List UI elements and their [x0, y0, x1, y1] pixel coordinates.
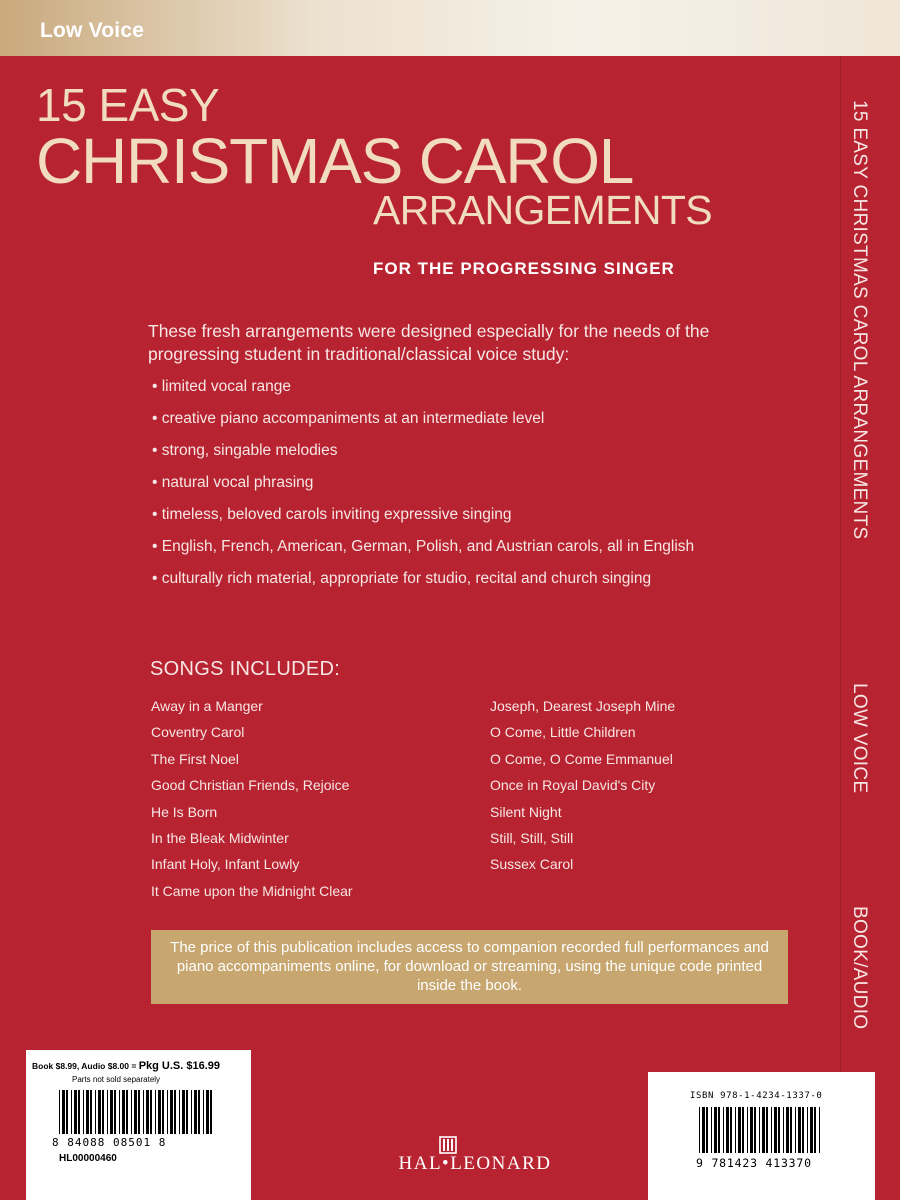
barcode-bar — [102, 1090, 104, 1134]
voice-label: Low Voice — [40, 19, 145, 42]
barcode-bar — [131, 1090, 132, 1134]
barcode-bar — [198, 1090, 200, 1134]
top-band — [0, 0, 900, 56]
barcode-bar — [191, 1090, 192, 1134]
barcode-bar — [186, 1090, 188, 1134]
barcode-bar — [90, 1090, 92, 1134]
barcode-bar — [122, 1090, 125, 1134]
barcode-bar — [786, 1107, 789, 1153]
barcode-bar — [766, 1107, 768, 1153]
barcode-bar — [59, 1090, 60, 1134]
barcode-bar — [718, 1107, 720, 1153]
barcode-bar — [754, 1107, 756, 1153]
barcode-bar — [78, 1090, 80, 1134]
isbn-label: ISBN 978-1-4234-1337-0 — [690, 1091, 823, 1101]
barcode-bar — [747, 1107, 748, 1153]
spine-divider — [840, 56, 841, 1200]
barcode-bar — [150, 1090, 152, 1134]
barcode-bar — [714, 1107, 717, 1153]
upc-digits: 8 84088 08501 8 — [52, 1136, 167, 1149]
barcode-bar — [798, 1107, 801, 1153]
spine-voice: LOW VOICE — [849, 683, 870, 794]
intro-text: These fresh arrangements were designed especially for the needs of the progressing student in traditional/classical voice study: — [148, 321, 710, 364]
barcode-bar — [783, 1107, 784, 1153]
barcode-bar — [723, 1107, 724, 1153]
isbn-digits: 9 781423 413370 — [696, 1156, 812, 1170]
barcode-bar — [62, 1090, 65, 1134]
barcode-bar — [114, 1090, 116, 1134]
barcode-bar — [810, 1107, 813, 1153]
song-item: Once in Royal David's City — [490, 777, 656, 794]
barcode-bar — [778, 1107, 780, 1153]
title-line-2: CHRISTMAS CAROL — [36, 125, 634, 197]
barcode-bar — [119, 1090, 120, 1134]
song-item: O Come, Little Children — [490, 724, 636, 741]
title-line-1: 15 EASY — [36, 79, 220, 131]
publisher-name: HAL•LEONARD — [398, 1153, 552, 1174]
barcode-bar — [206, 1090, 209, 1134]
barcode-bar — [179, 1090, 180, 1134]
barcode-bar — [110, 1090, 113, 1134]
audio-notice — [151, 930, 788, 1004]
barcode-bar — [138, 1090, 140, 1134]
barcode-bar — [702, 1107, 705, 1153]
barcode-bar — [759, 1107, 760, 1153]
isbn-barcode — [699, 1107, 824, 1155]
barcode-bar — [819, 1107, 820, 1153]
barcode-bar — [762, 1107, 765, 1153]
title-line-3: ARRANGEMENTS — [373, 187, 713, 233]
barcode-bar — [174, 1090, 176, 1134]
feature-item: • creative piano accompaniments at an intermediate level — [152, 410, 545, 427]
barcode-bar — [182, 1090, 185, 1134]
barcode-bar — [807, 1107, 808, 1153]
barcode-bar — [155, 1090, 156, 1134]
song-item: Coventry Carol — [151, 724, 245, 741]
barcode-bar — [95, 1090, 96, 1134]
price-line — [32, 1060, 220, 1072]
barcode-bar — [158, 1090, 161, 1134]
intro-paragraph — [148, 320, 738, 366]
song-item: Sussex Carol — [490, 856, 574, 873]
barcode-bar — [210, 1090, 212, 1134]
song-item: The First Noel — [151, 750, 239, 767]
barcode-bar — [735, 1107, 736, 1153]
barcode-bar — [66, 1090, 68, 1134]
barcode-bar — [143, 1090, 144, 1134]
songs-list-right — [490, 693, 675, 878]
song-item: It Came upon the Midnight Clear — [151, 882, 353, 899]
barcode-bar — [706, 1107, 708, 1153]
barcode-bar — [71, 1090, 72, 1134]
subtitle: FOR THE PROGRESSING SINGER — [373, 259, 675, 278]
barcode-bar — [750, 1107, 753, 1153]
song-item: Infant Holy, Infant Lowly — [151, 856, 300, 873]
barcode-bar — [774, 1107, 777, 1153]
barcode-bar — [146, 1090, 149, 1134]
barcode-bar — [771, 1107, 772, 1153]
barcode-bar — [711, 1107, 712, 1153]
barcode-bar — [126, 1090, 128, 1134]
spine-title: 15 EASY CHRISTMAS CAROL ARRANGEMENTS — [849, 100, 870, 540]
song-item: He Is Born — [151, 803, 218, 820]
songs-list-left — [151, 693, 353, 904]
barcode-bar — [86, 1090, 89, 1134]
barcode-bar — [83, 1090, 84, 1134]
barcode-bar — [162, 1090, 164, 1134]
barcode-bar — [802, 1107, 804, 1153]
barcode-bar — [203, 1090, 204, 1134]
feature-item: • timeless, beloved carols inviting expressive singing — [152, 506, 512, 523]
barcode-bar — [738, 1107, 741, 1153]
barcode-bar — [194, 1090, 197, 1134]
barcode-bar — [98, 1090, 101, 1134]
price-breakdown: Book $8.99, Audio $8.00 = — [32, 1061, 139, 1071]
barcode-bar — [699, 1107, 700, 1153]
song-item: Away in a Manger — [151, 698, 263, 714]
song-item: O Come, O Come Emmanuel — [490, 750, 673, 767]
barcode-bar — [730, 1107, 732, 1153]
product-code: HL00000460 — [59, 1153, 117, 1164]
upc-barcode — [59, 1090, 219, 1136]
songs-heading: SONGS INCLUDED: — [150, 658, 341, 680]
barcode-bar — [167, 1090, 168, 1134]
price-total: Pkg U.S. $16.99 — [138, 1060, 221, 1072]
feature-item: • English, French, American, German, Polish, and Austrian carols, all in English — [152, 538, 695, 555]
song-item: Still, Still, Still — [490, 830, 574, 847]
barcode-bar — [790, 1107, 792, 1153]
song-item: Joseph, Dearest Joseph Mine — [490, 698, 676, 714]
feature-item: • limited vocal range — [152, 378, 291, 395]
song-item: Good Christian Friends, Rejoice — [151, 777, 350, 794]
barcode-bar — [742, 1107, 744, 1153]
isbn-box — [648, 1072, 875, 1200]
spine-format: BOOK/AUDIO — [849, 906, 870, 1030]
barcode-bar — [814, 1107, 816, 1153]
feature-item: • culturally rich material, appropriate for studio, recital and church singing — [152, 570, 652, 587]
barcode-bar — [74, 1090, 77, 1134]
song-item: Silent Night — [490, 803, 562, 820]
barcode-bar — [726, 1107, 729, 1153]
feature-item: • strong, singable melodies — [152, 442, 338, 459]
barcode-bar — [134, 1090, 137, 1134]
hal-leonard-logo — [360, 1135, 590, 1175]
barcode-bar — [170, 1090, 173, 1134]
barcode-bar — [107, 1090, 108, 1134]
barcode-bar — [795, 1107, 796, 1153]
feature-item: • natural vocal phrasing — [152, 474, 314, 491]
feature-list — [150, 376, 710, 600]
song-item: In the Bleak Midwinter — [151, 830, 289, 847]
price-box — [26, 1050, 251, 1200]
price-note: Parts not sold separately — [72, 1075, 161, 1084]
audio-notice-text: The price of this publication includes access to companion recorded full performances and piano accompaniments online, for download or streaming, using the unique code printed inside the book. — [170, 939, 769, 994]
hal-leonard-logo-mark — [438, 1135, 458, 1155]
